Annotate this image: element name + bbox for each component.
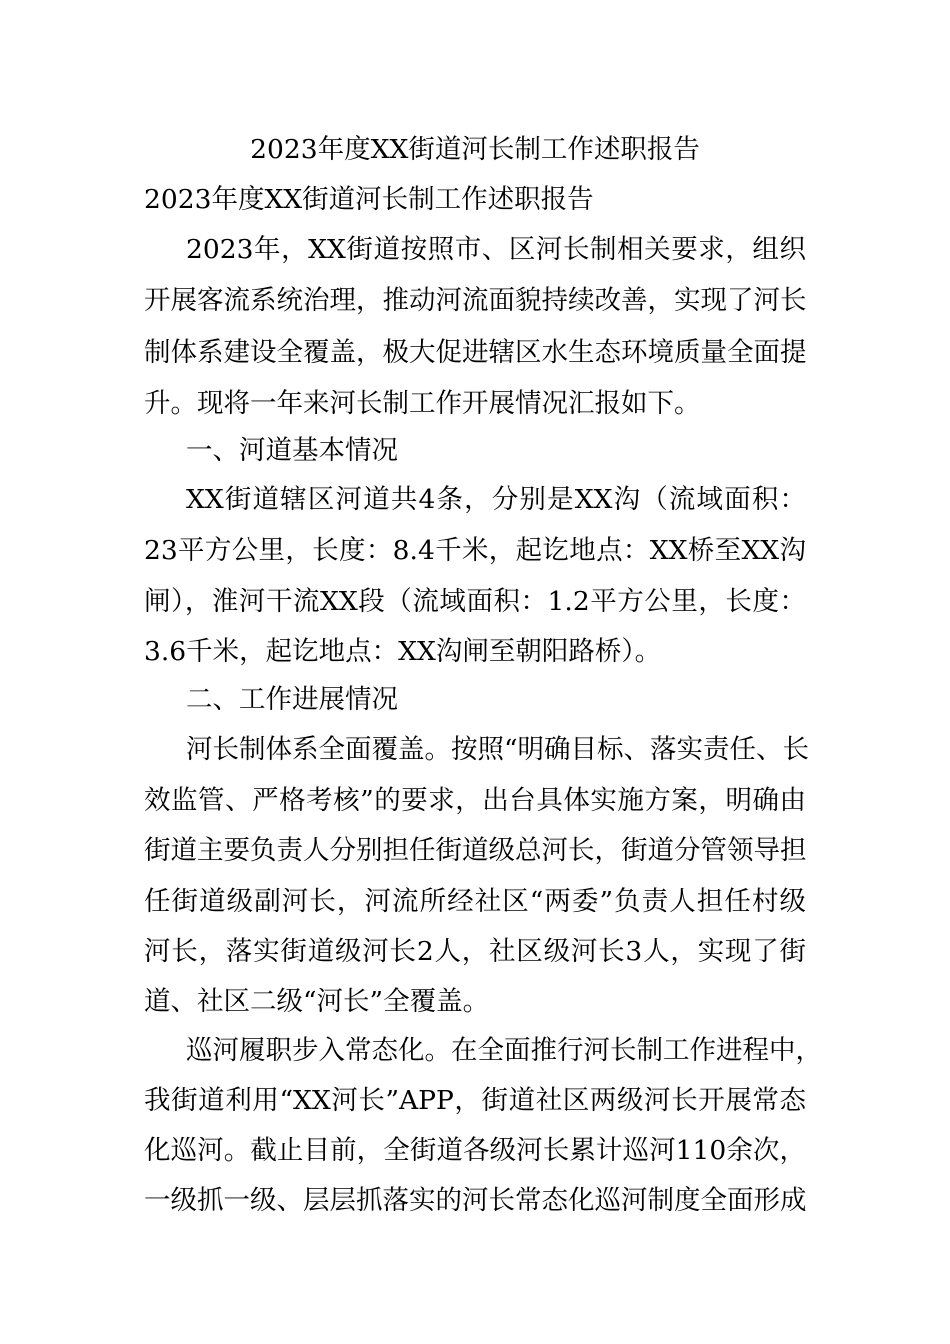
paragraph-line: 任街道级副河长，河流所经社区“两委”负责人担任村级 (144, 886, 806, 917)
section-heading: 二、工作进展情况 (186, 684, 398, 715)
paragraph-line: 巡河履职步入常态化。在全面推行河长制工作进程中， (186, 1035, 822, 1066)
paragraph-line: 2023年，XX街道按照市、区河长制相关要求，组织 (186, 234, 806, 265)
paragraph-line: 效监管、严格考核”的要求，出台具体实施方案，明确由 (144, 785, 806, 816)
document-subtitle: 2023年度XX街道河长制工作述职报告 (144, 184, 594, 215)
paragraph-line: 河长制体系全面覆盖。按照“明确目标、落实责任、长 (186, 734, 810, 765)
paragraph-line: 道、社区二级“河长”全覆盖。 (144, 986, 490, 1017)
section-heading: 一、河道基本情况 (186, 435, 398, 466)
paragraph-line: 一级抓一级、层层抓落实的河长常态化巡河制度全面形成 (144, 1185, 807, 1216)
paragraph-line: XX街道辖区河道共4条，分别是XX沟（流域面积： (186, 484, 806, 515)
paragraph-line: 闸），淮河干流XX段（流域面积：1.2平方公里，长度： (144, 586, 806, 617)
paragraph-line: 升。现将一年来河长制工作开展情况汇报如下。 (144, 388, 701, 419)
paragraph-line: 23平方公里，长度：8.4千米，起讫地点：XX桥至XX沟 (144, 535, 806, 566)
paragraph-line: 开展客流系统治理，推动河流面貌持续改善，实现了河长 (144, 285, 807, 316)
paragraph-line: 化巡河。截止目前，全街道各级河长累计巡河110余次， (144, 1135, 806, 1166)
paragraph-line: 我街道利用“XX河长”APP，街道社区两级河长开展常态 (144, 1085, 806, 1116)
document-title: 2023年度XX街道河长制工作述职报告 (250, 134, 700, 165)
paragraph-line: 制体系建设全覆盖，极大促进辖区水生态环境质量全面提 (144, 337, 807, 368)
paragraph-line: 街道主要负责人分别担任街道级总河长，街道分管领导担 (144, 835, 807, 866)
paragraph-line: 3.6千米，起讫地点：XX沟闸至朝阳路桥）。 (144, 636, 662, 667)
paragraph-line: 河长，落实街道级河长2人，社区级河长3人，实现了街 (144, 936, 806, 967)
